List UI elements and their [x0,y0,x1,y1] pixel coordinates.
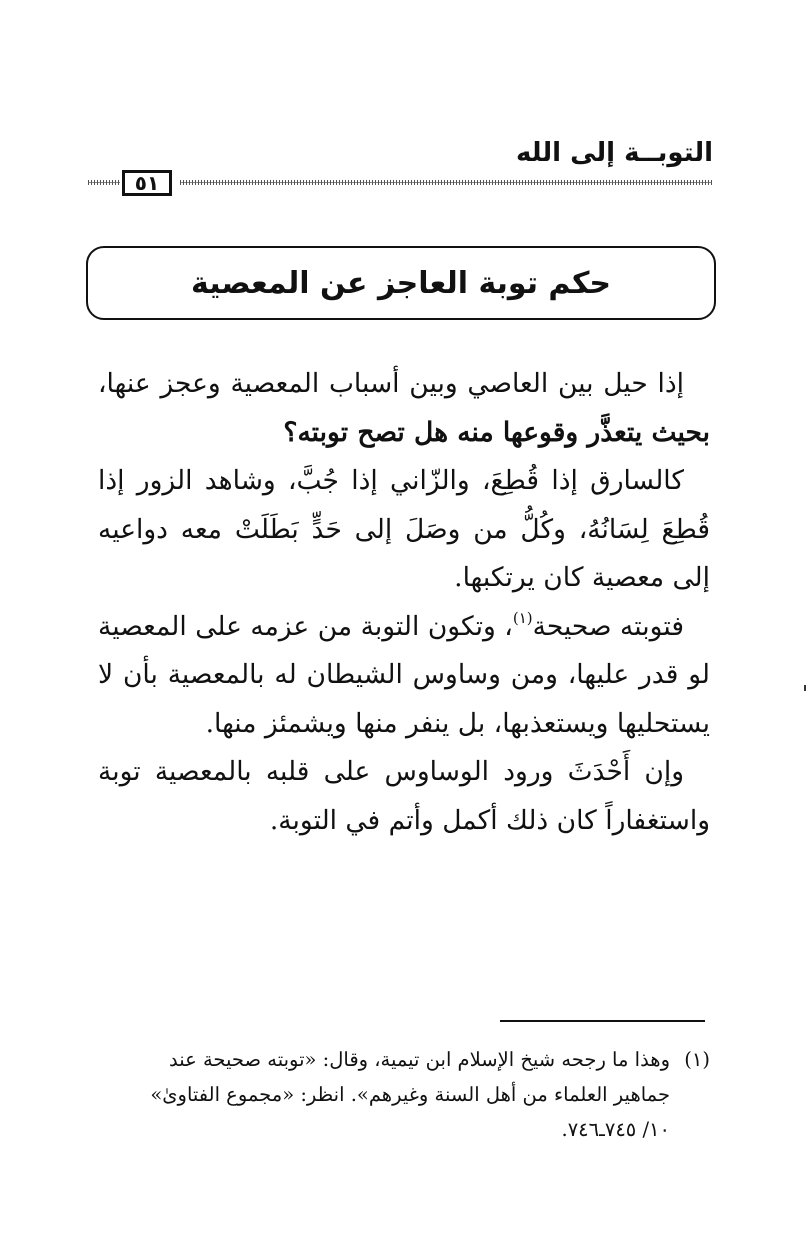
footnote [98,1042,710,1147]
header-rule-right [180,180,712,185]
running-header-title: التوبــة إلى الله [515,138,713,168]
chapter-title-frame [86,246,716,320]
footnote-line-3: ١٠/ ٧٤٥ـ٧٤٦. [561,1118,670,1141]
footnote-text-1: وهذا ما رجحه شيخ الإسلام ابن تيمية، وقال: «توبته صحيحة عند [169,1048,670,1071]
paragraph-conclusion: وإن أَحْدَثَ ورود الوساوس على قلبه بالمعصية توبة واستغفاراً كان ذلك أكمل وأتم في التوبة. [98,756,710,836]
footnote-number: (١) [684,1048,710,1071]
header-rule-left [88,180,120,185]
paragraph-answer [98,603,710,749]
paragraph-examples: كالسارق إذا قُطِعَ، والزّاني إذا جُبَّ، وشاهد الزور إذا قُطِعَ لِسَانُهُ، وكُلُّ من وصَلَ إلى حَدٍّ بَطَلَتْ معه دواعيه إلى معصية كان يرتكبها. [98,465,710,593]
answer-rest: ، وتكون التوبة من عزمه على المعصية لو قدر عليها، ومن وساوس الشيطان له بالمعصية بأن لا يستحليها ويستعذبها، بل ينفر منها ويشمئز منها. [98,610,710,739]
page-number: ٥١ [122,170,172,196]
paragraph-question [98,360,710,457]
chapter-title: حكم توبة العاجز عن المعصية [191,265,612,301]
margin-mark [804,685,806,691]
footnote-reference[interactable]: (١) [512,608,533,627]
footnote-line-2: جماهير العلماء من أهل السنة وغيرهم». انظر: «مجموع الفتاوىٰ» [150,1083,670,1106]
footnote-line-1 [98,1042,710,1077]
footnote-separator [500,1020,705,1022]
body-text [98,360,710,845]
question-line-2: بحيث يتعذَّر وقوعها منه هل تصح توبته؟ [283,416,710,448]
question-line-1: إذا حيل بين العاصي وبين أسباب المعصية وعجز عنها، [98,368,684,399]
answer-start: فتوبته صحيحة [532,610,684,642]
